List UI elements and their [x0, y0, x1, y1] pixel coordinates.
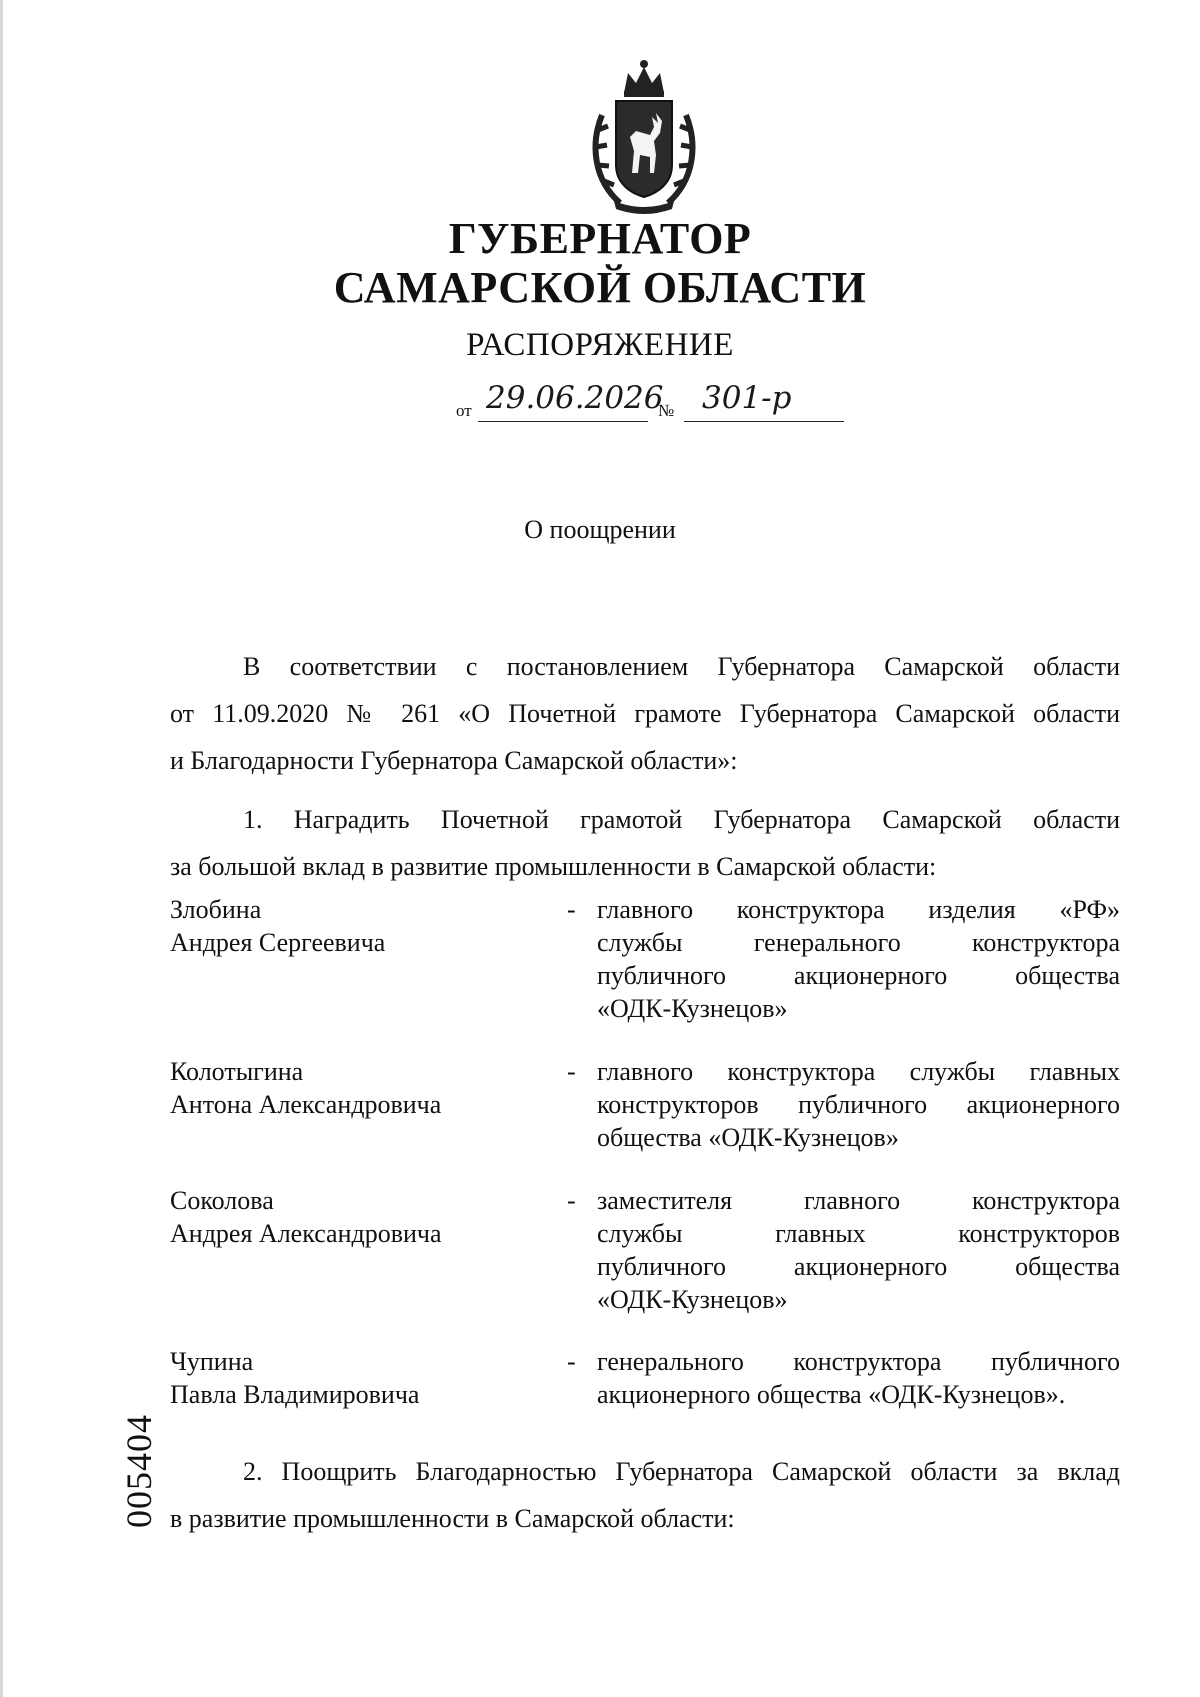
position-line: публичного акционерного общества — [597, 961, 1120, 990]
position-line: службы главных конструкторов — [597, 1219, 1120, 1248]
position-line: заместителя главного конструктора — [597, 1186, 1120, 1215]
awardee-position — [597, 1345, 1120, 1411]
date-underline — [478, 421, 648, 422]
awardee-given-names: Андрея Сергеевича — [170, 928, 386, 957]
authority-title-line2: САМАРСКОЙ ОБЛАСТИ — [333, 263, 867, 312]
position-line: генерального конструктора публичного — [597, 1347, 1120, 1376]
awardee-given-names: Антона Александровича — [170, 1090, 442, 1119]
date-prefix: от — [456, 401, 472, 420]
authority-title-line1: ГУБЕРНАТОР — [448, 214, 752, 263]
intro-line: В соответствии с постановлением Губернатора Самарской области — [243, 652, 1120, 681]
position-line: «ОДК-Кузнецов» — [597, 1285, 788, 1314]
serial-number: 005404 — [119, 1414, 159, 1528]
awardee-name — [170, 893, 550, 959]
awardee-position — [597, 1184, 1120, 1316]
document-subject: О поощрении — [524, 515, 676, 544]
intro-line: от 11.09.2020 № 261 «О Почетной грамоте Губернатора Самарской области — [170, 699, 1120, 728]
awardee-surname: Злобина — [170, 895, 262, 924]
awardee-name — [170, 1345, 550, 1411]
item2-paragraph — [170, 1448, 1120, 1542]
position-line: акционерного общества «ОДК-Кузнецов». — [597, 1380, 1066, 1409]
number-underline — [684, 421, 844, 422]
awardee-position — [597, 1055, 1120, 1154]
item2-line: 2. Поощрить Благодарностью Губернатора Самарской области за вклад — [243, 1457, 1120, 1486]
position-line: службы генерального конструктора — [597, 928, 1120, 957]
coat-of-arms-emblem — [580, 55, 708, 215]
item1-line: 1. Наградить Почетной грамотой Губернатора Самарской области — [243, 805, 1120, 834]
awardee-name — [170, 1055, 550, 1121]
position-line: главного конструктора службы главных — [597, 1057, 1120, 1086]
awardee-given-names: Андрея Александровича — [170, 1219, 442, 1248]
awardee-surname: Чупина — [170, 1347, 254, 1376]
awardee-name — [170, 1184, 550, 1250]
intro-paragraph — [170, 643, 1120, 784]
item1-paragraph — [170, 796, 1120, 890]
list-dash: - — [567, 895, 576, 924]
item2-line: в развитие промышленности в Самарской области: — [170, 1504, 735, 1533]
intro-line: и Благодарности Губернатора Самарской области»: — [170, 746, 738, 775]
awardee-given-names: Павла Владимировича — [170, 1380, 420, 1409]
date-number-line — [456, 380, 846, 424]
item1-line: за большой вклад в развитие промышленности в Самарской области: — [170, 852, 937, 881]
list-dash: - — [567, 1347, 576, 1376]
position-line: главного конструктора изделия «РФ» — [597, 895, 1120, 924]
position-line: общества «ОДК-Кузнецов» — [597, 1123, 899, 1152]
position-line: конструкторов публичного акционерного — [597, 1090, 1120, 1119]
awardee-surname: Соколова — [170, 1186, 274, 1215]
document-type: РАСПОРЯЖЕНИЕ — [466, 327, 734, 363]
position-line: публичного акционерного общества — [597, 1252, 1120, 1281]
number-prefix: № — [658, 401, 675, 420]
handwritten-number: 301-р — [702, 380, 792, 416]
position-line: «ОДК-Кузнецов» — [597, 994, 788, 1023]
awardee-surname: Колотыгина — [170, 1057, 304, 1086]
list-dash: - — [567, 1057, 576, 1086]
list-dash: - — [567, 1186, 576, 1215]
handwritten-date: 29.06.2026 — [486, 380, 664, 416]
awardee-position — [597, 893, 1120, 1025]
